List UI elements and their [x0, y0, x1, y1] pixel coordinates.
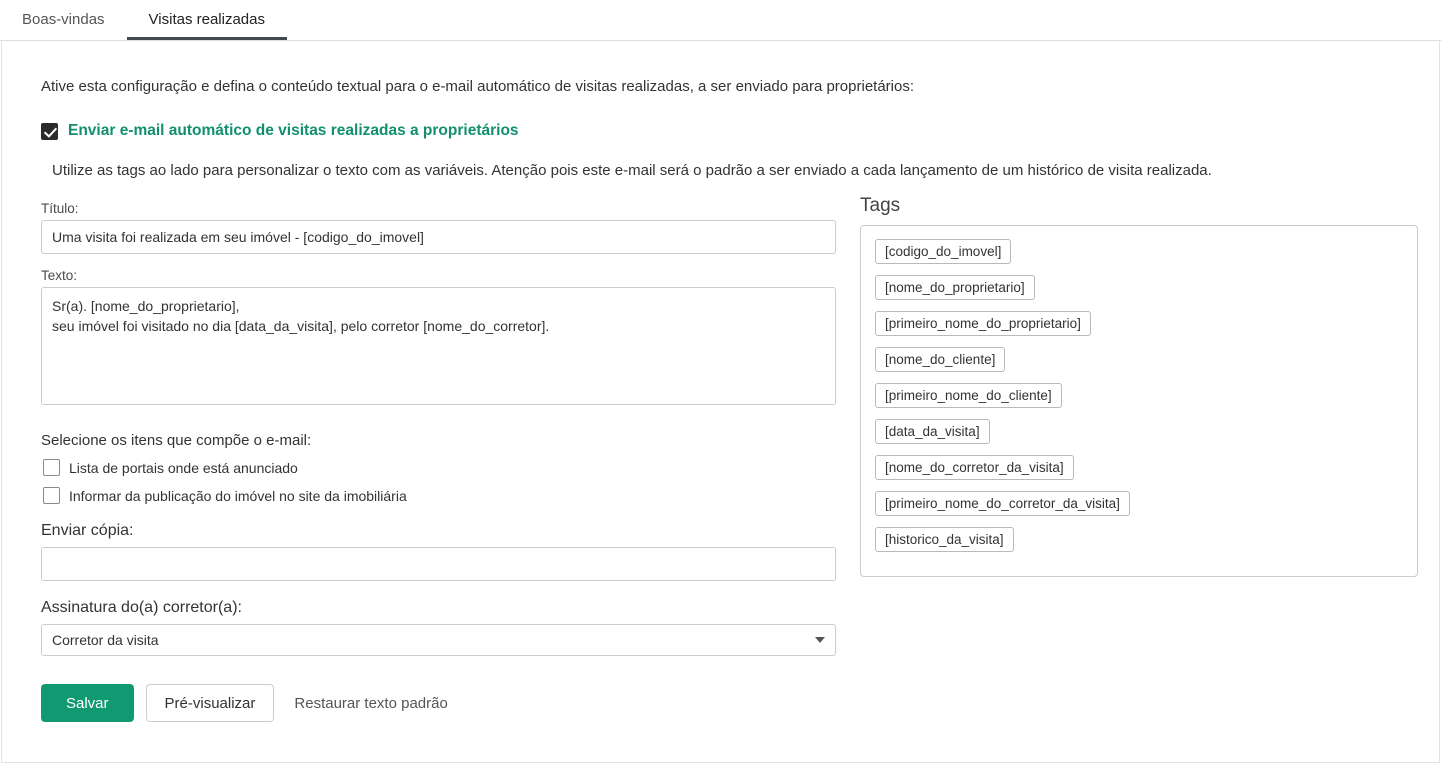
intro-text: Ative esta configuração e defina o conteúdo textual para o e-mail automático de visitas realizadas, a ser enviado para proprietários: — [41, 78, 915, 95]
tag-item[interactable]: [nome_do_proprietario] — [875, 275, 1035, 300]
tab-visitas-realizadas[interactable]: Visitas realizadas — [127, 0, 287, 40]
copy-input[interactable] — [41, 547, 836, 581]
enable-email-checkbox[interactable] — [41, 123, 58, 140]
tag-item[interactable]: [primeiro_nome_do_corretor_da_visita] — [875, 491, 1130, 516]
publicacao-checkbox[interactable] — [43, 487, 60, 504]
hint-text: Utilize as tags ao lado para personalizar o texto com as variáveis. Atenção pois este e-mail será o padrão a ser enviado a cada lançamento de um histórico de visita realizada. — [52, 162, 1212, 179]
signature-select[interactable] — [41, 624, 836, 656]
publicacao-label[interactable]: Informar da publicação do imóvel no site da imobiliária — [69, 487, 407, 504]
portais-label[interactable]: Lista de portais onde está anunciado — [69, 459, 298, 476]
enable-email-row[interactable] — [41, 122, 1400, 140]
copy-field-label: Enviar cópia: — [41, 522, 134, 539]
form-column — [41, 201, 836, 722]
tag-item[interactable]: [codigo_do_imovel] — [875, 239, 1011, 264]
tag-item[interactable]: [nome_do_corretor_da_visita] — [875, 455, 1074, 480]
content-columns — [41, 195, 1400, 722]
items-section-label: Selecione os itens que compõe o e-mail: — [41, 432, 312, 449]
title-field-label: Título: — [41, 201, 79, 216]
settings-panel — [1, 41, 1440, 763]
text-field-label: Texto: — [41, 268, 78, 283]
enable-email-label[interactable]: Enviar e-mail automático de visitas realizadas a proprietários — [68, 122, 519, 139]
option-row-publicacao[interactable] — [43, 487, 836, 504]
preview-button[interactable]: Pré-visualizar — [146, 684, 275, 722]
tags-title: Tags — [860, 195, 901, 216]
tags-box — [860, 225, 1418, 577]
tab-boas-vindas[interactable]: Boas-vindas — [22, 11, 105, 28]
tab-bar — [0, 0, 1441, 41]
tag-item[interactable]: [historico_da_visita] — [875, 527, 1014, 552]
tag-item[interactable]: [primeiro_nome_do_proprietario] — [875, 311, 1091, 336]
save-button[interactable]: Salvar — [41, 684, 134, 722]
tag-item[interactable]: [data_da_visita] — [875, 419, 990, 444]
signature-field-label: Assinatura do(a) corretor(a): — [41, 599, 242, 616]
tag-item[interactable]: [primeiro_nome_do_cliente] — [875, 383, 1062, 408]
portais-checkbox[interactable] — [43, 459, 60, 476]
text-textarea[interactable] — [41, 287, 836, 405]
action-buttons — [41, 684, 836, 722]
title-input[interactable] — [41, 220, 836, 254]
signature-select-wrap — [41, 624, 836, 656]
restore-default-button[interactable]: Restaurar texto padrão — [286, 695, 455, 712]
option-row-portais[interactable] — [43, 459, 836, 476]
tag-item[interactable]: [nome_do_cliente] — [875, 347, 1005, 372]
tags-column — [860, 195, 1420, 722]
